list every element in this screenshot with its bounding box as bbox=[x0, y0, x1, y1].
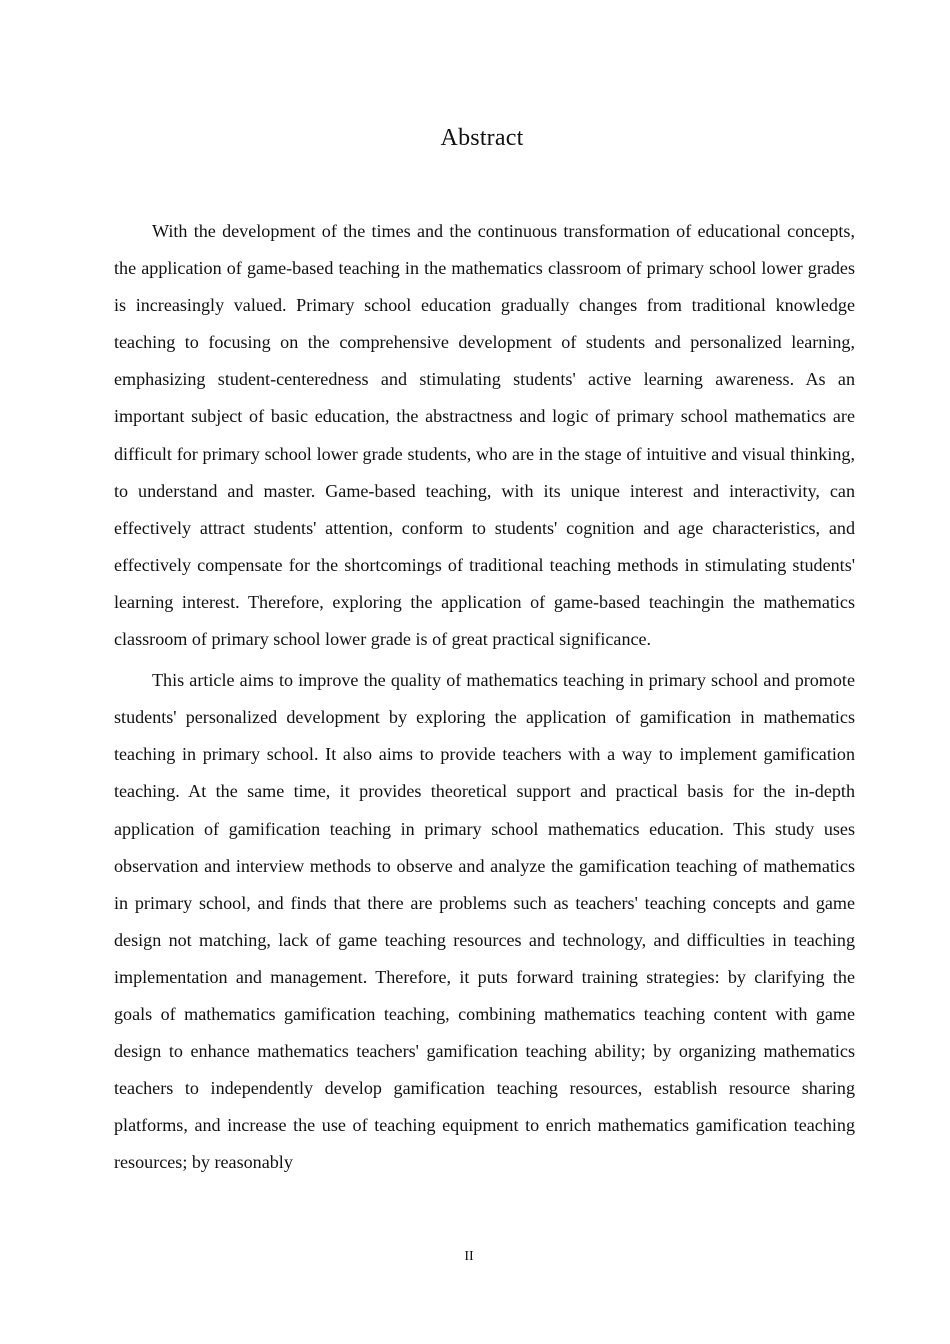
abstract-paragraph-2: This article aims to improve the quality of mathematics teaching in primary school and promote students' personalized development by exploring the application of gamification in mathematics teaching in primary school. It also aims to provide teachers with a way to implement gamification teaching. At the same time, it provides theoretical support and practical basis for the in-depth application of gamification teaching in primary school mathematics education. This study uses observation and interview methods to observe and analyze the gamification teaching of mathematics in primary school, and finds that there are problems such as teachers' teaching concepts and game design not matching, lack of game teaching resources and technology, and difficulties in teaching implementation and management. Therefore, it puts forward training strategies: by clarifying the goals of mathematics gamification teaching, combining mathematics teaching content with game design to enhance mathematics teachers' gamification teaching ability; by organizing mathematics teachers to independently develop gamification teaching resources, establish resource sharing platforms, and increase the use of teaching equipment to enrich mathematics gamification teaching resources; by reasonably bbox=[114, 670, 855, 1173]
page-number: II bbox=[464, 1249, 474, 1264]
abstract-title: Abstract bbox=[440, 125, 524, 151]
abstract-paragraph-1: With the development of the times and the continuous transformation of educational concepts, the application of game-based teaching in the mathematics classroom of primary school lower grades is increasingly valued. Primary school education gradually changes from traditional knowledge teaching to focusing on the comprehensive development of students and personalized learning, emphasizing student-centeredness and stimulating students' active learning awareness. As an important subject of basic education, the abstractness and logic of primary school mathematics are difficult for primary school lower grade students, who are in the stage of intuitive and visual thinking, to understand and master. Game-based teaching, with its unique interest and interactivity, can effectively attract students' attention, conform to students' cognition and age characteristics, and effectively compensate for the shortcomings of traditional teaching methods in stimulating students' learning interest. Therefore, exploring the application of game-based teachingin the mathematics classroom of primary school lower grade is of great practical significance. bbox=[114, 221, 855, 650]
abstract-body bbox=[114, 213, 855, 1181]
